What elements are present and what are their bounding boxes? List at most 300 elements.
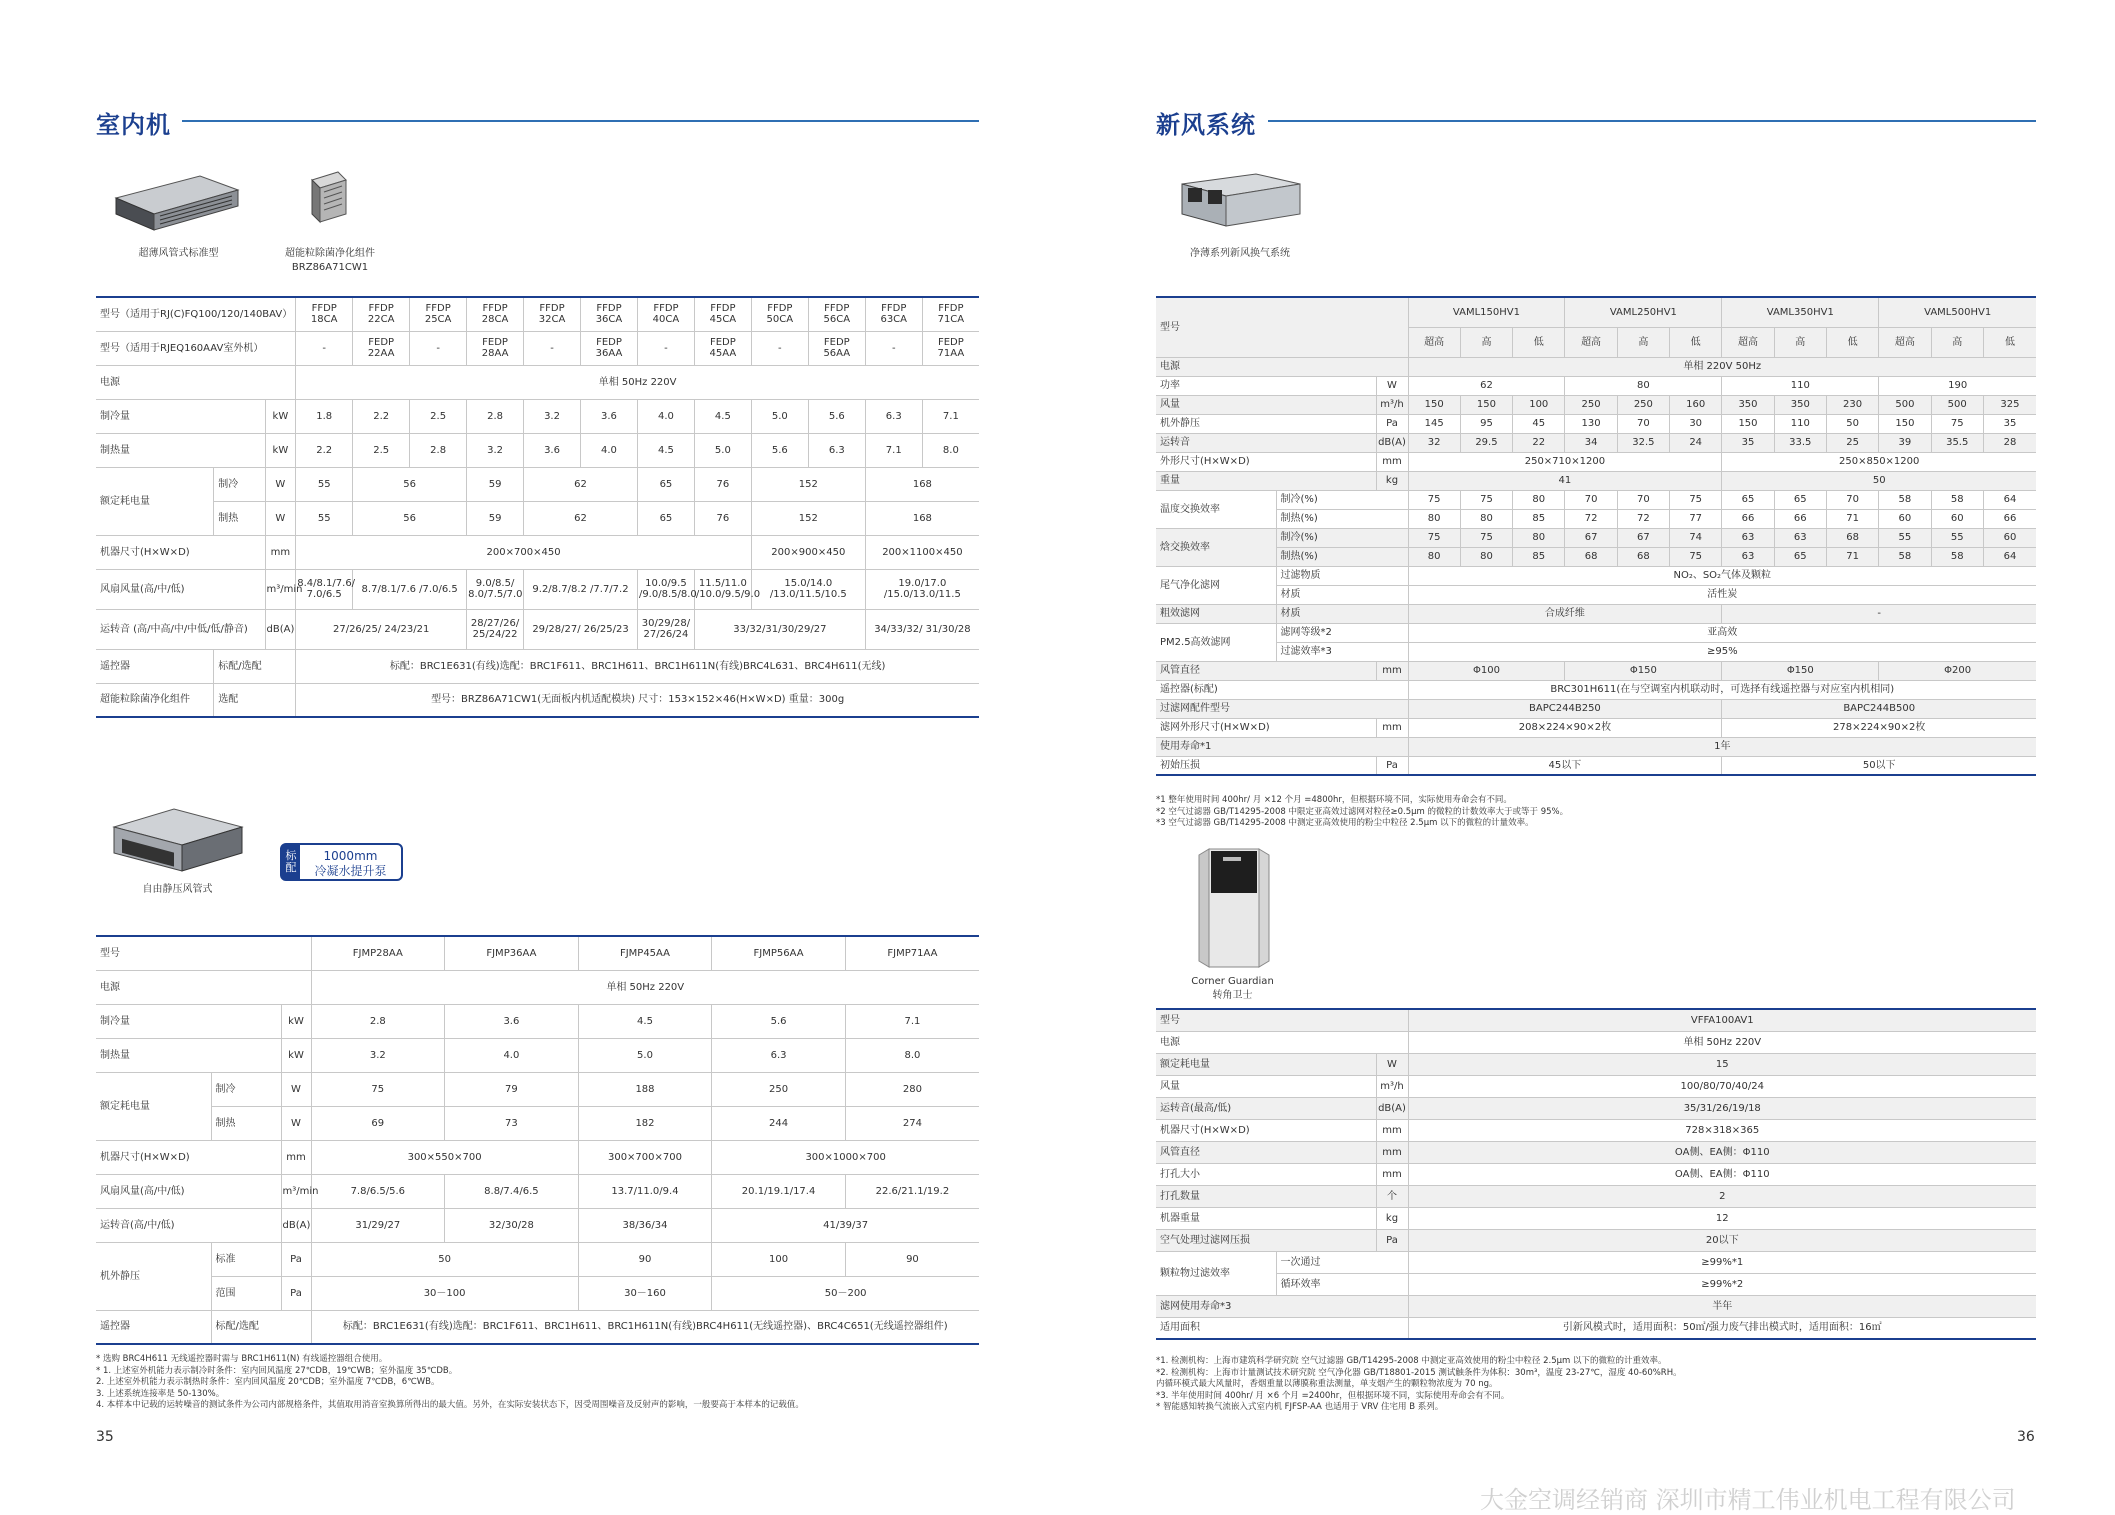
t1-cell: 7.1 [865, 433, 922, 467]
t1-cell: 电源 [96, 365, 296, 399]
t2-cell: 制冷 [211, 1072, 281, 1106]
t2-cell: 274 [845, 1106, 979, 1140]
t2-cell: 机外静压 [96, 1242, 211, 1310]
t3-cell: 高 [1774, 327, 1826, 357]
t4-cell: 风量 [1156, 1075, 1376, 1097]
t3-cell: 过滤网配件型号 [1156, 699, 1408, 718]
t4-cell: 型号 [1156, 1009, 1408, 1031]
t2-cell: kW [281, 1004, 311, 1038]
badge-text [300, 845, 401, 879]
t2-cell: 3.2 [311, 1038, 445, 1072]
t3-cell: BRC301H611(在与空调室内机联动时，可选择有线遥控器与对应室内机相同) [1408, 680, 2036, 699]
t3-cell: 低 [1670, 327, 1722, 357]
t3-cell: 风量 [1156, 395, 1376, 414]
t3-cell: 45 [1513, 414, 1565, 433]
t4-cell: 半年 [1408, 1295, 2036, 1317]
t4-cell: 35/31/26/19/18 [1408, 1097, 2036, 1119]
t1-cell: 152 [751, 501, 865, 535]
t3-cell: 130 [1565, 414, 1617, 433]
t2-cell: 4.5 [578, 1004, 712, 1038]
t3-cell: 28 [1983, 433, 2036, 452]
t3-cell: - [1722, 604, 2036, 623]
note-line: *2 空气过滤器 GB/T14295-2008 中限定亚高效过滤网对粒径≥0.5μm 的微粒的计数效率大于或等于 95%。 [1156, 806, 1569, 817]
t2-cell: FJMP56AA [712, 936, 846, 970]
t1-cell: 65 [637, 501, 694, 535]
t3-cell: 63 [1722, 547, 1774, 566]
t1-cell: 5.6 [808, 399, 865, 433]
t1-cell: W [265, 467, 296, 501]
t1-cell: 76 [694, 467, 751, 501]
t1-cell: - [524, 331, 581, 365]
fresh-air-spec-table [1156, 296, 2036, 776]
t1-cell: 65 [637, 467, 694, 501]
t3-cell: 65 [1722, 490, 1774, 509]
t2-cell: 30－100 [311, 1276, 578, 1310]
caption-fresh-air-system: 净薄系列新风换气系统 [1190, 248, 1290, 259]
t3-cell: Pa [1376, 414, 1408, 433]
t1-cell: - [865, 331, 922, 365]
t1-cell: FFDP 32CA [524, 297, 581, 331]
right-section-title: 新风系统 [1156, 111, 1256, 139]
t3-cell: 低 [1983, 327, 2036, 357]
t1-cell: 8.7/8.1/7.6 /7.0/6.5 [353, 569, 467, 609]
t3-cell: 遥控器(标配) [1156, 680, 1408, 699]
t3-cell: 粗效滤网 [1156, 604, 1276, 623]
t3-cell: 高 [1617, 327, 1669, 357]
t2-cell: 32/30/28 [445, 1208, 579, 1242]
t2-cell: 8.0 [845, 1038, 979, 1072]
t4-cell: dB(A) [1376, 1097, 1408, 1119]
t1-cell: 5.6 [751, 433, 808, 467]
t3-cell: VAML500HV1 [1879, 297, 2036, 327]
t2-cell: 188 [578, 1072, 712, 1106]
t1-cell: 200×900×450 [751, 535, 865, 569]
right-title-rule [1268, 120, 2036, 122]
t4-cell: 2 [1408, 1185, 2036, 1207]
caption-purifier-module [270, 247, 390, 275]
t3-cell: 230 [1826, 395, 1878, 414]
t3-cell: PM2.5高效滤网 [1156, 623, 1276, 661]
t3-cell: 30 [1670, 414, 1722, 433]
t4-cell: 12 [1408, 1207, 2036, 1229]
note-line: * 1. 上述室外机能力表示制冷时条件：室内回风温度 27℃DB，19℃WB；室外温度 35℃DB。 [96, 1365, 458, 1376]
t3-cell: 58 [1931, 490, 1983, 509]
t1-cell: FEDP 22AA [353, 331, 410, 365]
t2-cell: 13.7/11.0/9.4 [578, 1174, 712, 1208]
t3-cell: 25 [1826, 433, 1878, 452]
t1-cell: mm [265, 535, 296, 569]
t1-cell: 152 [751, 467, 865, 501]
t3-cell: 150 [1408, 395, 1460, 414]
t3-cell: 机外静压 [1156, 414, 1376, 433]
t3-cell: 35.5 [1931, 433, 1983, 452]
t2-cell: 244 [712, 1106, 846, 1140]
t2-cell: kW [281, 1038, 311, 1072]
t3-cell: 71 [1826, 509, 1878, 528]
t3-cell: 95 [1460, 414, 1512, 433]
t3-cell: 32.5 [1617, 433, 1669, 452]
note-line: *3 空气过滤器 GB/T14295-2008 中测定亚高效使用的粉尘中粒径 2.5μm 以下的微粒的计量效率。 [1156, 818, 1534, 828]
t3-cell: 68 [1617, 547, 1669, 566]
t3-cell: 外形尺寸(H×W×D) [1156, 452, 1376, 471]
t3-cell: 35 [1983, 414, 2036, 433]
t1-cell: 2.2 [296, 433, 353, 467]
fresh-air-unit-image [1178, 170, 1303, 236]
t4-cell: 一次通过 [1276, 1251, 1408, 1273]
t2-cell: 31/29/27 [311, 1208, 445, 1242]
t2-cell: 50－200 [712, 1276, 979, 1310]
t3-cell: 75 [1460, 528, 1512, 547]
t1-cell: 200×700×450 [296, 535, 752, 569]
t3-cell: 64 [1983, 490, 2036, 509]
t3-cell: 70 [1565, 490, 1617, 509]
t4-cell: 引新风模式时，适用面积：50㎡/强力废气排出模式时，适用面积：16㎡ [1408, 1317, 2036, 1339]
t1-cell: 遥控器 [96, 649, 214, 683]
t1-cell: FFDP 22CA [353, 297, 410, 331]
t1-cell: 5.0 [751, 399, 808, 433]
t1-cell: FFDP 50CA [751, 297, 808, 331]
t1-cell: FEDP 71AA [922, 331, 979, 365]
t4-cell: 打孔大小 [1156, 1163, 1376, 1185]
t3-cell: 超高 [1408, 327, 1460, 357]
t1-cell: 59 [467, 467, 524, 501]
t4-cell: 空气处理过滤网压损 [1156, 1229, 1376, 1251]
caption-purifier-model: BRZ86A71CW1 [291, 262, 369, 273]
t3-cell: 80 [1513, 528, 1565, 547]
t1-cell: 标配：BRC1E631(有线)选配：BRC1F611、BRC1H611、BRC1H611N(有线)BRC4L631、BRC4H611(无线) [296, 649, 979, 683]
t2-cell: 4.0 [445, 1038, 579, 1072]
t2-cell: 300×1000×700 [712, 1140, 979, 1174]
t3-cell: Φ200 [1879, 661, 2036, 680]
t1-cell: FFDP 25CA [410, 297, 467, 331]
t3-cell: 功率 [1156, 376, 1376, 395]
t3-cell: 34 [1565, 433, 1617, 452]
t3-cell: 71 [1826, 547, 1878, 566]
t1-cell: 55 [296, 467, 353, 501]
t3-cell: 110 [1774, 414, 1826, 433]
t3-cell: 74 [1670, 528, 1722, 547]
note-line: * 智能感知转换气流嵌入式室内机 FJFSP-AA 也适用于 VRV 住宅用 B 系列。 [1156, 1402, 1444, 1412]
t3-cell: 75 [1460, 490, 1512, 509]
t3-cell: 75 [1670, 547, 1722, 566]
t1-cell: 制热量 [96, 433, 265, 467]
caption-standard-duct: 超薄风管式标准型 [138, 248, 219, 259]
t1-cell: 6.3 [808, 433, 865, 467]
t1-cell: 选配 [214, 683, 296, 717]
t3-cell: 250 [1617, 395, 1669, 414]
t3-cell: 亚高效 [1408, 623, 2036, 642]
t1-cell: dB(A) [265, 609, 296, 649]
t1-cell: 标配/选配 [214, 649, 296, 683]
t1-cell: 15.0/14.0 /13.0/11.5/10.5 [751, 569, 865, 609]
t1-cell: W [265, 501, 296, 535]
page-number-left: 35 [96, 1429, 114, 1445]
t3-cell: 63 [1722, 528, 1774, 547]
t2-cell: 300×700×700 [578, 1140, 712, 1174]
free-static-duct-spec-table [96, 935, 979, 1345]
t2-cell: 300×550×700 [311, 1140, 578, 1174]
t1-cell: 200×1100×450 [865, 535, 979, 569]
t4-cell: W [1376, 1053, 1408, 1075]
t3-cell: 110 [1722, 376, 1879, 395]
t3-cell: 66 [1722, 509, 1774, 528]
t4-cell: OA侧、EA侧：Φ110 [1408, 1141, 2036, 1163]
t3-cell: 72 [1565, 509, 1617, 528]
t3-cell: 65 [1774, 547, 1826, 566]
t4-cell: VFFA100AV1 [1408, 1009, 2036, 1031]
t3-cell: 41 [1408, 471, 1722, 490]
t3-cell: VAML150HV1 [1408, 297, 1565, 327]
t2-cell: 79 [445, 1072, 579, 1106]
t1-cell: FFDP 28CA [467, 297, 524, 331]
t4-cell: kg [1376, 1207, 1408, 1229]
t2-cell: 182 [578, 1106, 712, 1140]
t3-cell: 70 [1617, 414, 1669, 433]
t2-cell: 单相 50Hz 220V [311, 970, 979, 1004]
t2-cell: 标准 [211, 1242, 281, 1276]
t4-cell: 机器重量 [1156, 1207, 1376, 1229]
t1-cell: 62 [524, 501, 638, 535]
t4-cell: 打孔数量 [1156, 1185, 1376, 1207]
t3-cell: 145 [1408, 414, 1460, 433]
t3-cell: NO₂、SO₂气体及颗粒 [1408, 566, 2036, 585]
t1-cell: 机器尺寸(H×W×D) [96, 535, 265, 569]
t3-cell: VAML250HV1 [1565, 297, 1722, 327]
left-title-rule [182, 120, 979, 122]
t1-cell: 制冷 [214, 467, 265, 501]
t3-cell: Φ100 [1408, 661, 1565, 680]
t3-cell: 58 [1879, 490, 1931, 509]
note-line: 2. 上述室外机能力表示制热时条件：室内回风温度 20℃DB；室外温度 7℃DB，6℃WB。 [96, 1377, 440, 1387]
t3-cell: 制冷(%) [1276, 528, 1408, 547]
t3-cell: mm [1376, 452, 1408, 471]
t1-cell: - [410, 331, 467, 365]
t2-cell: Pa [281, 1276, 311, 1310]
t3-cell: 80 [1460, 547, 1512, 566]
t1-cell: 11.5/11.0 /10.0/9.5/9.0 [694, 569, 751, 609]
t3-cell: 高 [1931, 327, 1983, 357]
t3-cell: 250×850×1200 [1722, 452, 2036, 471]
t3-cell: 350 [1774, 395, 1826, 414]
t2-cell: 5.0 [578, 1038, 712, 1072]
t1-cell: 4.5 [694, 399, 751, 433]
t2-cell: 2.8 [311, 1004, 445, 1038]
t1-cell: 59 [467, 501, 524, 535]
t3-cell: 滤网外形尺寸(H×W×D) [1156, 718, 1376, 737]
caption-free-static-duct: 自由静压风管式 [142, 884, 213, 895]
t3-cell: 超高 [1565, 327, 1617, 357]
t3-cell: 80 [1513, 490, 1565, 509]
t1-cell: 3.2 [467, 433, 524, 467]
t1-cell: kW [265, 399, 296, 433]
t3-cell: ≥95% [1408, 642, 2036, 661]
t1-cell: kW [265, 433, 296, 467]
t1-cell: 风扇风量(高/中/低) [96, 569, 265, 609]
t3-cell: 58 [1931, 547, 1983, 566]
t3-cell: 运转音 [1156, 433, 1376, 452]
purifier-module-image [306, 170, 351, 229]
condensate-pump-badge [280, 843, 403, 881]
t1-cell: 55 [296, 501, 353, 535]
t1-cell: m³/min [265, 569, 296, 609]
page-number-right: 36 [2017, 1429, 2035, 1445]
t3-cell: 29.5 [1460, 433, 1512, 452]
t3-cell: Φ150 [1722, 661, 1879, 680]
t2-cell: 8.8/7.4/6.5 [445, 1174, 579, 1208]
t3-cell: 64 [1983, 547, 2036, 566]
t3-cell: 68 [1565, 547, 1617, 566]
t3-cell: 500 [1931, 395, 1983, 414]
t3-cell: 55 [1879, 528, 1931, 547]
duct-unit-image [112, 170, 242, 239]
t1-cell: 2.5 [410, 399, 467, 433]
t1-cell: 27/26/25/ 24/23/21 [296, 609, 467, 649]
t3-cell: 80 [1408, 509, 1460, 528]
t3-cell: 电源 [1156, 357, 1408, 376]
t2-cell: 型号 [96, 936, 311, 970]
t1-cell: 33/32/31/30/29/27 [694, 609, 865, 649]
t1-cell: - [296, 331, 353, 365]
t1-cell: FFDP 63CA [865, 297, 922, 331]
t2-cell: FJMP36AA [445, 936, 579, 970]
t4-cell: mm [1376, 1119, 1408, 1141]
t2-cell: 69 [311, 1106, 445, 1140]
t3-cell: 72 [1617, 509, 1669, 528]
watermark-text: 大金空调经销商 深圳市精工伟业机电工程有限公司 [1480, 1486, 2016, 1514]
t1-cell: 4.0 [637, 399, 694, 433]
t4-cell: mm [1376, 1163, 1408, 1185]
t3-cell: 22 [1513, 433, 1565, 452]
t3-cell: 制热(%) [1276, 547, 1408, 566]
t2-cell: 风扇风量(高/中/低) [96, 1174, 281, 1208]
t3-cell: 80 [1565, 376, 1722, 395]
t1-cell: 6.3 [865, 399, 922, 433]
t3-cell: 初始压损 [1156, 756, 1376, 775]
t2-cell: 90 [845, 1242, 979, 1276]
t3-cell: 66 [1774, 509, 1826, 528]
t2-cell: 280 [845, 1072, 979, 1106]
t3-cell: 63 [1774, 528, 1826, 547]
t1-cell: 19.0/17.0 /15.0/13.0/11.5 [865, 569, 979, 609]
t3-cell: 制冷(%) [1276, 490, 1408, 509]
t4-cell: OA侧、EA侧：Φ110 [1408, 1163, 2036, 1185]
t4-cell: m³/h [1376, 1075, 1408, 1097]
t3-cell: 型号 [1156, 297, 1408, 357]
t1-cell: 30/29/28/ 27/26/24 [637, 609, 694, 649]
corner-guardian-spec-table [1156, 1008, 2036, 1340]
t2-cell: m³/min [281, 1174, 311, 1208]
t4-cell: 20以下 [1408, 1229, 2036, 1251]
t2-cell: 30－160 [578, 1276, 712, 1310]
t1-cell: 2.8 [410, 433, 467, 467]
t3-cell: 尾气净化滤网 [1156, 566, 1276, 604]
badge-line2: 冷凝水提升泵 [314, 864, 387, 878]
t4-cell: Pa [1376, 1229, 1408, 1251]
t1-cell: 2.5 [353, 433, 410, 467]
t1-cell: FEDP 45AA [694, 331, 751, 365]
t1-cell: 单相 50Hz 220V [296, 365, 979, 399]
t1-cell: 型号（适用于RJ(C)FQ100/120/140BAV） [96, 297, 296, 331]
t1-cell: - [751, 331, 808, 365]
t2-cell: W [281, 1106, 311, 1140]
t1-cell: 2.8 [467, 399, 524, 433]
t3-cell: 60 [1983, 528, 2036, 547]
corner-guardian-image [1193, 843, 1273, 977]
t3-cell: 70 [1826, 490, 1878, 509]
t4-cell: 机器尺寸(H×W×D) [1156, 1119, 1376, 1141]
t3-cell: 过滤物质 [1276, 566, 1408, 585]
left-footnotes [96, 1354, 804, 1412]
t3-cell: dB(A) [1376, 433, 1408, 452]
t3-cell: 65 [1774, 490, 1826, 509]
t3-cell: 温度交换效率 [1156, 490, 1276, 528]
t2-cell: FJMP71AA [845, 936, 979, 970]
t3-cell: m³/h [1376, 395, 1408, 414]
t2-cell: 额定耗电量 [96, 1072, 211, 1140]
t3-cell: 208×224×90×2枚 [1408, 718, 1722, 737]
t3-cell: 75 [1670, 490, 1722, 509]
t2-cell: 标配：BRC1E631(有线)选配：BRC1F611、BRC1H611、BRC1H611N(有线)BRC4H611(无线遥控器)、BRC4C651(无线遥控器组件) [311, 1310, 979, 1344]
t3-cell: 1年 [1408, 737, 2036, 756]
t1-cell: 8.0 [922, 433, 979, 467]
t2-cell: 5.6 [712, 1004, 846, 1038]
standard-duct-spec-table [96, 296, 979, 718]
t3-cell: 77 [1670, 509, 1722, 528]
t2-cell: 100 [712, 1242, 846, 1276]
t1-cell: 10.0/9.5 /9.0/8.5/8.0 [637, 569, 694, 609]
t3-cell: 24 [1670, 433, 1722, 452]
t2-cell: W [281, 1072, 311, 1106]
t3-cell: 制热(%) [1276, 509, 1408, 528]
t3-cell: 60 [1931, 509, 1983, 528]
badge-line1: 1000mm [323, 849, 378, 863]
t2-cell: 7.8/6.5/5.6 [311, 1174, 445, 1208]
note-line: 4. 本样本中记载的运转噪音的测试条件为公司内部规格条件，其值取用消音室换算所得出的最大值。另外，在实际安装状态下，因受周围噪音及反射声的影响，一般要高于本样本的记载值。 [96, 1400, 804, 1410]
t2-cell: 73 [445, 1106, 579, 1140]
note-line: *3. 半年使用时间 400hr/ 月 ×6 个月 =2400hr，但根据环境不同，实际使用寿命会有不同。 [1156, 1390, 1510, 1401]
t3-cell: 33.5 [1774, 433, 1826, 452]
t2-cell: 标配/选配 [211, 1310, 311, 1344]
t1-cell: 62 [524, 467, 638, 501]
t3-cell: 67 [1617, 528, 1669, 547]
t2-cell: FJMP28AA [311, 936, 445, 970]
t1-cell: 5.0 [694, 433, 751, 467]
free-static-duct-image [108, 805, 248, 879]
t1-cell: FFDP 45CA [694, 297, 751, 331]
t2-cell: 制热量 [96, 1038, 281, 1072]
t2-cell: 机器尺寸(H×W×D) [96, 1140, 281, 1174]
t3-cell: 活性炭 [1408, 585, 2036, 604]
t1-cell: 3.2 [524, 399, 581, 433]
t2-cell: 41/39/37 [712, 1208, 979, 1242]
t1-cell: 1.8 [296, 399, 353, 433]
t3-cell: 过滤效率*3 [1276, 642, 1408, 661]
t2-cell: 90 [578, 1242, 712, 1276]
left-section-title: 室内机 [96, 111, 171, 139]
t4-cell: 适用面积 [1156, 1317, 1408, 1339]
t1-cell: 76 [694, 501, 751, 535]
t3-cell: 低 [1826, 327, 1878, 357]
t1-cell: 56 [353, 501, 467, 535]
t2-cell: 250 [712, 1072, 846, 1106]
note-line: * 选购 BRC4H611 无线遥控器时需与 BRC1H611(N) 有线遥控器组合使用。 [96, 1354, 388, 1364]
t2-cell: 电源 [96, 970, 311, 1004]
caption-corner-guardian-en: Corner Guardian [1191, 976, 1274, 987]
caption-purifier-name: 超能粒除菌净化组件 [285, 248, 375, 259]
t3-cell: 80 [1460, 509, 1512, 528]
t3-cell: 85 [1513, 547, 1565, 566]
t3-cell: VAML350HV1 [1722, 297, 1879, 327]
